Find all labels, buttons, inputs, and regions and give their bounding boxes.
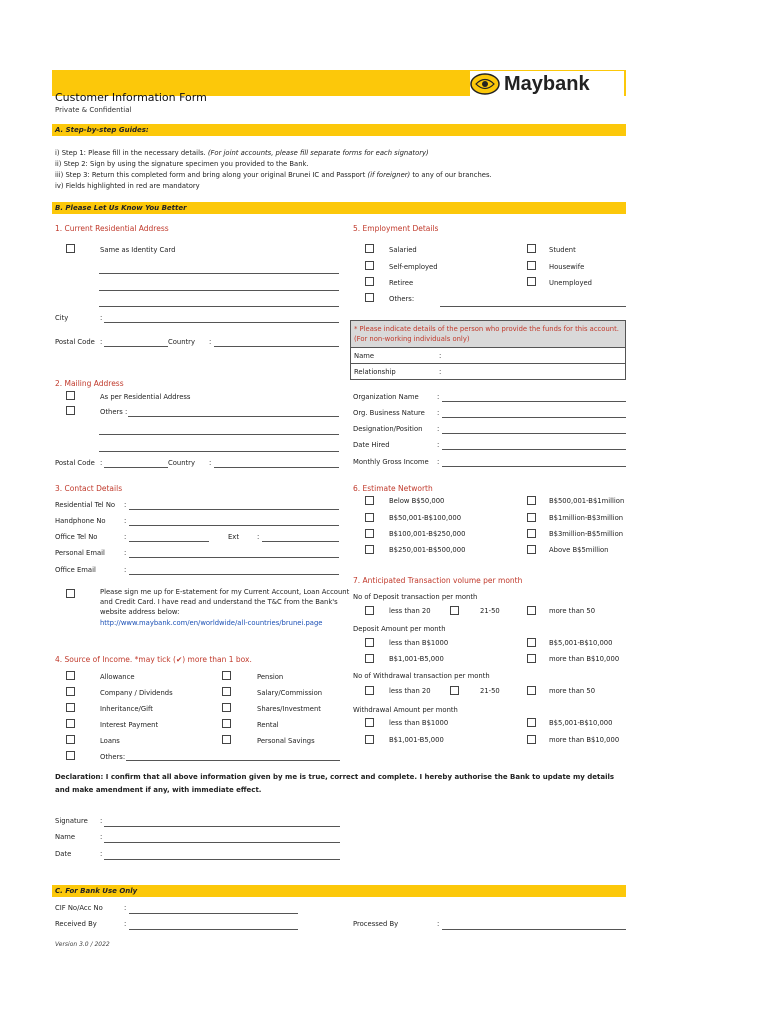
wd-amt-0-label: less than B$1000 [389,719,449,727]
mailing-postal-colon: : [100,459,103,467]
res-tel-input[interactable] [129,509,339,510]
dep-amt-0-checkbox[interactable] [365,638,374,647]
income-left-5-label: Others: [100,753,126,761]
income-right-1-checkbox[interactable] [222,687,231,696]
emp-monthly_income-colon: : [437,458,440,466]
funds-note-box [350,320,626,348]
emp-date_hired-input[interactable] [442,449,626,450]
city-colon: : [100,314,103,322]
wd-count-2-checkbox[interactable] [527,686,536,695]
emp-monthly_income-input[interactable] [442,466,626,467]
mailing-country-label: Country [168,459,196,467]
as-per-residential-checkbox[interactable] [66,391,75,400]
form-subtitle: Private & Confidential [55,106,132,114]
date-label: Date [55,850,72,858]
step-2: ii) Step 2: Sign by using the signature specimen you provided to the Bank. [55,160,309,168]
processed-colon: : [437,920,440,928]
funds-relationship-label: Relationship [354,368,396,376]
ext-input[interactable] [262,541,339,542]
employment-3-label: Others: [389,295,415,303]
signature-colon: : [100,817,103,825]
dep-count-2-label: more than 50 [549,607,596,615]
networth-b-0-label: B$500,001-B$1million [549,497,625,505]
funds-relationship-row [350,364,626,380]
employment-title: 5. Employment Details [353,224,439,233]
deposit-amt-label: Deposit Amount per month [353,625,446,633]
office-tel-colon: : [124,533,127,541]
form-title: Customer Information Form [55,91,207,104]
postal-code-input[interactable] [104,346,168,347]
estatement-text-2: and Credit Card. I have read and understand the T&C from the Bank's [100,598,338,606]
res-tel-label: Residential Tel No [55,501,116,509]
emp-org_name-input[interactable] [442,401,626,402]
name-input[interactable] [104,842,340,843]
employment-1-checkbox[interactable] [365,261,374,270]
received-by-label: Received By [55,920,97,928]
dep-amt-3-label: more than B$10,000 [549,655,620,663]
income-right-3-label: Rental [257,721,279,729]
networth-a-3-checkbox[interactable] [365,545,374,554]
address-line-3[interactable] [99,306,339,307]
logo-text: Maybank [504,72,590,95]
networth-a-1-checkbox[interactable] [365,513,374,522]
ext-label: Ext [228,533,239,541]
income-left-4-label: Loans [100,737,120,745]
office-tel-input[interactable] [129,541,209,542]
income-right-2-label: Shares/Investment [257,705,321,713]
networth-b-0-checkbox[interactable] [527,496,536,505]
handphone-colon: : [124,517,127,525]
ext-colon: : [257,533,260,541]
employment-2-label: Retiree [389,279,414,287]
dep-amt-0-label: less than B$1000 [389,639,449,647]
handphone-label: Handphone No [55,517,106,525]
income-right-0-checkbox[interactable] [222,671,231,680]
wd-amt-0-checkbox[interactable] [365,718,374,727]
emp-monthly_income-label: Monthly Gross Income [353,458,429,466]
personal-email-label: Personal Email [55,549,105,557]
mailing-line-3[interactable] [99,451,339,452]
employment-b-0-checkbox[interactable] [527,244,536,253]
dep-count-1-label: 21-50 [480,607,500,615]
wd-count-0-label: less than 20 [389,687,431,695]
wd-amt-3-checkbox[interactable] [527,735,536,744]
mailing-line-1[interactable] [128,416,339,417]
emp-date_hired-label: Date Hired [353,441,390,449]
dep-amt-2-label: B$1,001-B5,000 [389,655,444,663]
income-left-3-label: Interest Payment [100,721,159,729]
funds-name-label: Name [354,352,375,360]
emp-org_nature-colon: : [437,409,440,417]
income-left-5-checkbox[interactable] [66,751,75,760]
step-3: iii) Step 3: Return this completed form and bring along your original Brunei IC and Passport (if foreigner) to any of our branches. [55,171,492,179]
maybank-logo [470,71,624,97]
networth-a-1-label: B$50,001-B$100,000 [389,514,462,522]
section-a-bar: A. Step-by-step Guides: [52,124,626,136]
date-input[interactable] [104,859,340,860]
section-b-bar: B. Please Let Us Know You Better [52,202,626,214]
country-colon: : [209,338,212,346]
employment-0-label: Salaried [389,246,417,254]
office-email-label: Office Email [55,566,96,574]
date-colon: : [100,850,103,858]
mailing-line-2[interactable] [99,434,339,435]
dep-count-1-checkbox[interactable] [450,606,459,615]
transactions-title: 7. Anticipated Transaction volume per month [353,576,523,585]
estatement-checkbox[interactable] [66,589,75,598]
name-label: Name [55,833,76,841]
cif-label: CIF No/Acc No [55,904,103,912]
address-line-2[interactable] [99,290,339,291]
mailing-postal-input[interactable] [104,467,168,468]
res-tel-colon: : [124,501,127,509]
networth-a-2-label: B$100,001-B$250,000 [389,530,466,538]
city-label: City [55,314,69,322]
employment-b-0-label: Student [549,246,576,254]
wd-amt-3-label: more than B$10,000 [549,736,620,744]
estatement-text-3: website address below: [100,608,180,616]
income-left-1-checkbox[interactable] [66,687,75,696]
cif-colon: : [124,904,127,912]
income-title: 4. Source of Income. *may tick (✔) more than 1 box. [55,655,252,664]
emp-designation-colon: : [437,425,440,433]
postal-colon: : [100,338,103,346]
networth-b-3-label: Above B$5million [549,546,609,554]
mailing-others-checkbox[interactable] [66,406,75,415]
declaration-line-1: Declaration: I confirm that all above information given by me is true, correct and complete. I hereby authorise the Bank to update my details [55,773,615,781]
address-line-1[interactable] [99,273,339,274]
processed-by-label: Processed By [353,920,399,928]
emp-date_hired-colon: : [437,441,440,449]
income-left-3-checkbox[interactable] [66,719,75,728]
mailing-country-colon: : [209,459,212,467]
deposit-txn-label: No of Deposit transaction per month [353,593,478,601]
emp-org_nature-input[interactable] [442,417,626,418]
emp-org_nature-label: Org. Business Nature [353,409,425,417]
networth-a-0-checkbox[interactable] [365,496,374,505]
employment-b-2-label: Unemployed [549,279,592,287]
dep-count-0-checkbox[interactable] [365,606,374,615]
funds-note-text: * Please indicate details of the person who provide the funds for this account. (For non-working individuals only) [354,325,619,343]
funds-name-row [350,348,626,364]
networth-b-1-label: B$1million-B$3million [549,514,624,522]
wd-amt-2-checkbox[interactable] [365,735,374,744]
income-right-0-label: Pension [257,673,284,681]
networth-b-2-checkbox[interactable] [527,529,536,538]
dep-amt-1-checkbox[interactable] [527,638,536,647]
wd-amt-2-label: B$1,001-B5,000 [389,736,444,744]
residential-title: 1. Current Residential Address [55,224,169,233]
emp-designation-input[interactable] [442,433,626,434]
processed-by-input[interactable] [442,929,626,930]
country-input[interactable] [214,346,339,347]
same-as-ic-label: Same as Identity Card [100,246,176,254]
personal-email-colon: : [124,549,127,557]
income-left-2-checkbox[interactable] [66,703,75,712]
employment-b-2-checkbox[interactable] [527,277,536,286]
wd-count-1-checkbox[interactable] [450,686,459,695]
estatement-text-1: Please sign me up for E-statement for my Current Account, Loan Account [100,588,350,596]
income-others-input[interactable] [126,760,340,761]
dep-amt-2-checkbox[interactable] [365,654,374,663]
wd-count-2-label: more than 50 [549,687,596,695]
mailing-postal-label: Postal Code [55,459,95,467]
emp-org_name-colon: : [437,393,440,401]
country-label: Country [168,338,196,346]
office-email-input[interactable] [129,574,339,575]
dep-count-0-label: less than 20 [389,607,431,615]
income-right-2-checkbox[interactable] [222,703,231,712]
mailing-others-label: Others : [100,408,128,416]
office-email-colon: : [124,566,127,574]
maybank-url-link[interactable]: http://www.maybank.com/en/worldwide/all-countries/brunei.page [100,619,323,627]
dep-amt-1-label: B$5,001-B$10,000 [549,639,613,647]
postal-code-label: Postal Code [55,338,95,346]
mailing-title: 2. Mailing Address [55,379,124,388]
income-right-4-label: Personal Savings [257,737,315,745]
cif-input[interactable] [129,913,298,914]
income-left-2-label: Inheritance/Gift [100,705,153,713]
step-4: iv) Fields highlighted in red are mandatory [55,182,200,190]
tiger-logo-icon [470,73,500,95]
wd-amt-1-checkbox[interactable] [527,718,536,727]
wd-amt-1-label: B$5,001-B$10,000 [549,719,613,727]
emp-designation-label: Designation/Position [353,425,423,433]
withdrawal-amt-label: Withdrawal Amount per month [353,706,458,714]
dep-amt-3-checkbox[interactable] [527,654,536,663]
networth-b-2-label: B$3million-B$5million [549,530,624,538]
income-left-0-label: Allowance [100,673,135,681]
funds-relationship-colon: : [439,368,442,376]
networth-b-3-checkbox[interactable] [527,545,536,554]
dep-count-2-checkbox[interactable] [527,606,536,615]
section-c-bar: C. For Bank Use Only [52,885,626,897]
employment-0-checkbox[interactable] [365,244,374,253]
contact-title: 3. Contact Details [55,484,123,493]
employment-3-checkbox[interactable] [365,293,374,302]
employment-b-1-label: Housewife [549,263,585,271]
version-label: Version 3.0 / 2022 [55,941,110,948]
withdrawal-txn-label: No of Withdrawal transaction per month [353,672,490,680]
employment-others-input[interactable] [440,306,626,307]
income-left-0-checkbox[interactable] [66,671,75,680]
mailing-country-input[interactable] [214,467,339,468]
income-right-1-label: Salary/Commission [257,689,323,697]
income-left-4-checkbox[interactable] [66,735,75,744]
handphone-input[interactable] [129,525,339,526]
employment-b-1-checkbox[interactable] [527,261,536,270]
funds-name-colon: : [439,352,442,360]
employment-2-checkbox[interactable] [365,277,374,286]
personal-email-input[interactable] [129,557,339,558]
step-1: i) Step 1: Please fill in the necessary details. (For joint accounts, please fill separate forms for each signatory) [55,149,429,157]
received-by-input[interactable] [129,929,298,930]
networth-a-2-checkbox[interactable] [365,529,374,538]
networth-a-0-label: Below B$50,000 [389,497,445,505]
wd-count-1-label: 21-50 [480,687,500,695]
income-left-1-label: Company / Dividends [100,689,173,697]
as-per-residential-label: As per Residential Address [100,393,191,401]
signature-input[interactable] [104,826,340,827]
emp-org_name-label: Organization Name [353,393,419,401]
employment-1-label: Self-employed [389,263,438,271]
income-right-3-checkbox[interactable] [222,719,231,728]
declaration-line-2: and make amendment if any, with immediate effect. [55,786,262,794]
same-as-ic-checkbox[interactable] [66,244,75,253]
networth-b-1-checkbox[interactable] [527,513,536,522]
office-tel-label: Office Tel No [55,533,98,541]
networth-a-3-label: B$250,001-B$500,000 [389,546,466,554]
signature-label: Signature [55,817,88,825]
wd-count-0-checkbox[interactable] [365,686,374,695]
city-input[interactable] [104,322,339,323]
name-colon: : [100,833,103,841]
received-colon: : [124,920,127,928]
networth-title: 6. Estimate Networth [353,484,433,493]
income-right-4-checkbox[interactable] [222,735,231,744]
